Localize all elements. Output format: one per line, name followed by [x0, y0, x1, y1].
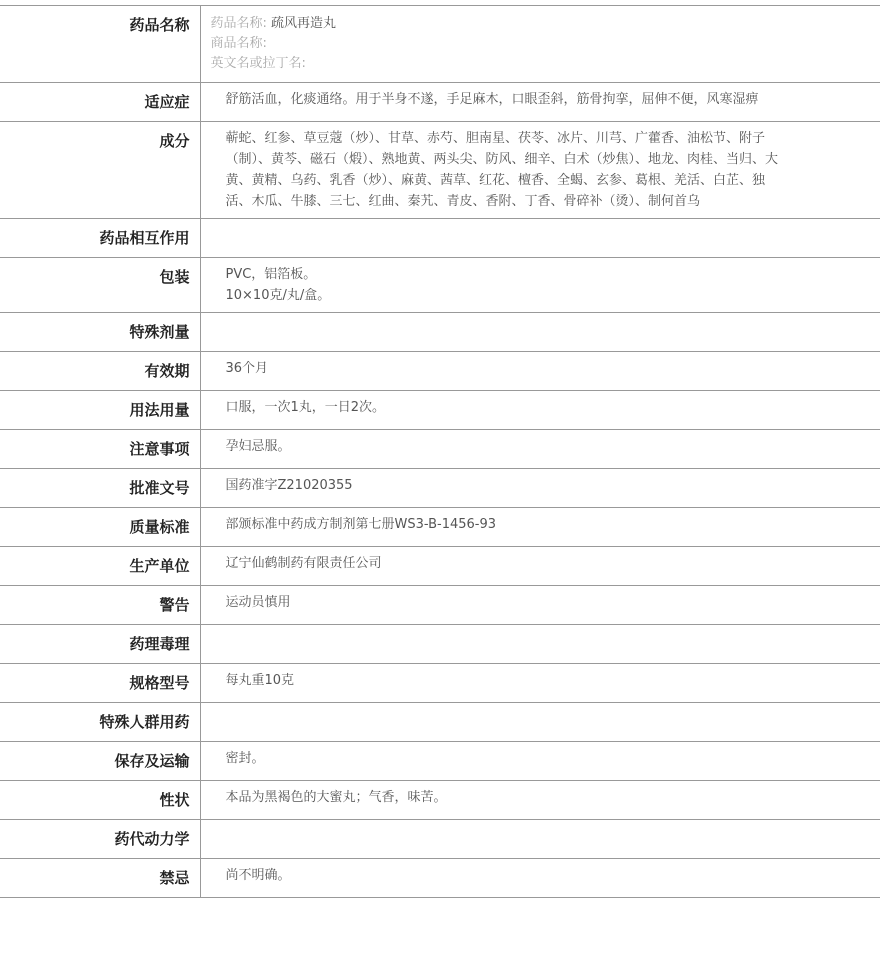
value-usage: 口服，一次1丸，一日2次。: [225, 400, 386, 415]
row-special-dosage: [0, 313, 880, 352]
row-specification: [0, 664, 880, 703]
label-shelf-life: 有效期: [0, 352, 200, 391]
value-manufacturer: 辽宁仙鹤制药有限责任公司: [225, 556, 382, 571]
label-pharmacokinetics: 药代动力学: [0, 820, 200, 859]
label-manufacturer: 生产单位: [0, 547, 200, 586]
packaging-line-2: 10×10克/丸/盒。: [225, 288, 331, 303]
label-precautions: 注意事项: [0, 430, 200, 469]
row-contraindications: [0, 859, 880, 898]
english-name-line: [211, 54, 871, 74]
trade-name-label: 商品名称:: [210, 36, 267, 51]
row-pharmacology: [0, 625, 880, 664]
label-usage: 用法用量: [0, 391, 200, 430]
value-precautions: 孕妇忌服。: [225, 439, 291, 454]
label-interactions: 药品相互作用: [0, 219, 200, 258]
row-shelf-life: [0, 352, 880, 391]
label-ingredients: 成分: [0, 122, 200, 219]
row-warning: [0, 586, 880, 625]
drug-name-cell: [200, 6, 880, 83]
label-drug-name: 药品名称: [0, 6, 200, 83]
label-specification: 规格型号: [0, 664, 200, 703]
row-approval-number: [0, 469, 880, 508]
value-special-populations: [200, 703, 880, 742]
label-quality-standard: 质量标准: [0, 508, 200, 547]
value-pharmacokinetics: [200, 820, 880, 859]
value-quality-standard: 部颁标准中药成方制剂第七册WS3-B-1456-93: [225, 517, 497, 532]
label-indications: 适应症: [0, 83, 200, 122]
row-interactions: [0, 219, 880, 258]
label-storage: 保存及运输: [0, 742, 200, 781]
generic-name-line: [211, 14, 871, 34]
label-description: 性状: [0, 781, 200, 820]
row-precautions: [0, 430, 880, 469]
row-quality-standard: [0, 508, 880, 547]
value-ingredients: 蕲蛇、红参、草豆蔻（炒）、甘草、赤芍、胆南星、茯苓、冰片、川芎、广藿香、油松节、附子（制）、黄芩、磁石（煅）、熟地黄、两头尖、防风、细辛、白术（炒焦）、地龙、肉桂、当归、大黄、黄精、乌药、乳香（炒）、麻黄、茜草、红花、檀香、全蝎、玄参、葛根、羌活、白芷、独活、木瓜、牛膝、三七、红曲、秦艽、青皮、香附、丁香、骨碎补（烫）、制何首乌: [225, 131, 779, 209]
generic-name-value: 疏风再造丸: [271, 16, 337, 31]
value-special-dosage: [200, 313, 880, 352]
label-warning: 警告: [0, 586, 200, 625]
value-description: 本品为黑褐色的大蜜丸；气香，味苦。: [225, 790, 447, 805]
value-specification: 每丸重10克: [225, 673, 295, 688]
value-storage: 密封。: [225, 751, 265, 766]
value-contraindications: 尚不明确。: [225, 868, 291, 883]
row-pharmacokinetics: [0, 820, 880, 859]
label-pharmacology: 药理毒理: [0, 625, 200, 664]
value-shelf-life: 36个月: [225, 361, 269, 376]
row-drug-name: [0, 6, 880, 83]
value-packaging: [200, 258, 880, 313]
value-interactions: [200, 219, 880, 258]
label-contraindications: 禁忌: [0, 859, 200, 898]
label-special-dosage: 特殊剂量: [0, 313, 200, 352]
row-special-populations: [0, 703, 880, 742]
label-packaging: 包装: [0, 258, 200, 313]
label-special-populations: 特殊人群用药: [0, 703, 200, 742]
row-usage: [0, 391, 880, 430]
label-approval-number: 批准文号: [0, 469, 200, 508]
drug-info-table: [0, 5, 880, 898]
row-indications: [0, 83, 880, 122]
generic-name-label: 药品名称:: [210, 16, 267, 31]
value-approval-number: 国药准字Z21020355: [225, 478, 353, 493]
row-storage: [0, 742, 880, 781]
packaging-line-1: PVC，铝箔板。: [225, 267, 317, 282]
english-name-label: 英文名或拉丁名:: [210, 56, 306, 71]
value-indications: 舒筋活血，化痰通络。用于半身不遂，手足麻木，口眼歪斜，筋骨拘挛，屈伸不便，风寒湿痹: [225, 92, 759, 107]
row-ingredients: [0, 122, 880, 219]
row-manufacturer: [0, 547, 880, 586]
value-pharmacology: [200, 625, 880, 664]
row-description: [0, 781, 880, 820]
value-warning: 运动员慎用: [225, 595, 291, 610]
trade-name-line: [211, 34, 871, 54]
row-packaging: [0, 258, 880, 313]
